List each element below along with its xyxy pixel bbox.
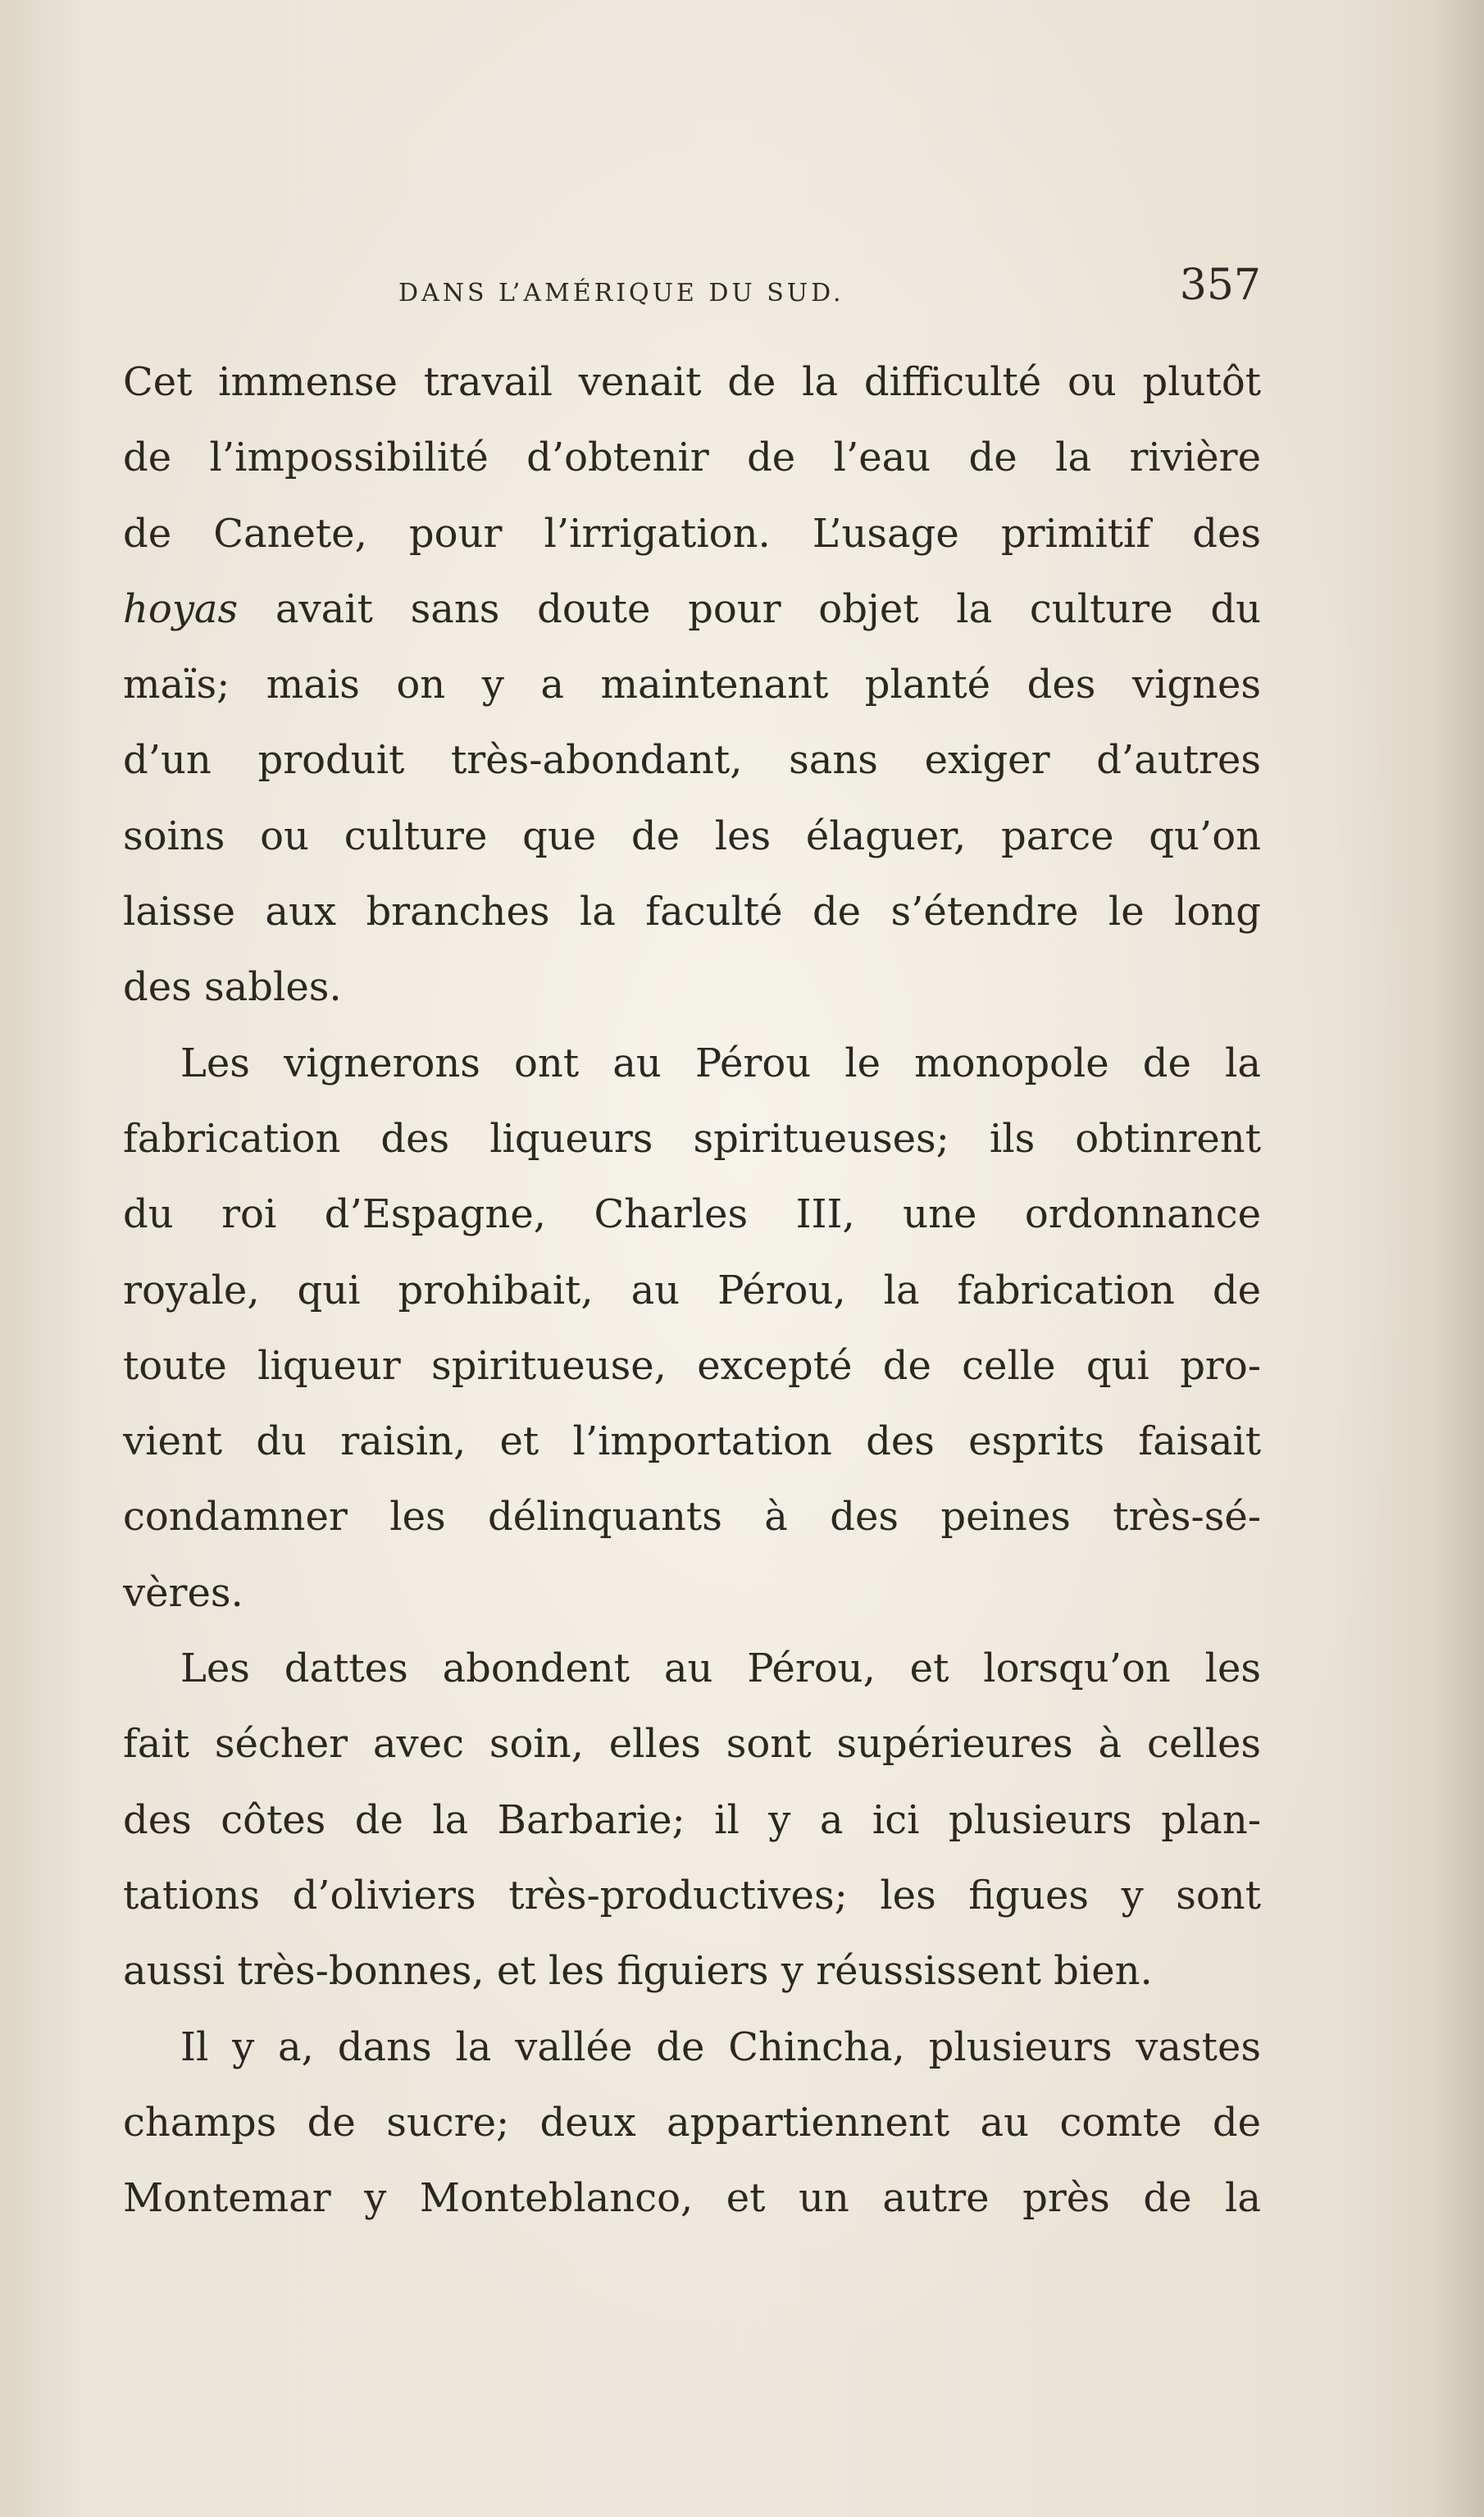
paragraph-first-line: Les vignerons ont au Pérou le monopole de la	[180, 1040, 1261, 1086]
text-line: aussi très-bonnes, et les figuiers y réussissent bien.	[123, 1948, 1153, 1995]
text-line: royale, qui prohibait, au Pérou, la fabrication de	[123, 1267, 1261, 1313]
text-line	[123, 571, 1261, 647]
text-line: de Canete, pour l’irrigation. L’usage primitif des	[123, 510, 1261, 557]
text-line: condamner les délinquants à des peines très-sé-	[123, 1494, 1261, 1541]
text-line: laisse aux branches la faculté de s’étendre le long	[123, 889, 1261, 935]
text-line-rest: avait sans doute pour objet la culture du	[238, 585, 1261, 632]
text-line: Cet immense travail venait de la difficulté ou plutôt	[123, 359, 1261, 405]
page-number: 357	[1179, 261, 1261, 310]
text-line: de l’impossibilité d’obtenir de l’eau de la rivière	[123, 435, 1261, 481]
text-line: champs de sucre; deux appartiennent au comte de	[123, 2099, 1261, 2146]
paragraph-first-line: Il y a, dans la vallée de Chincha, plusieurs vastes	[180, 2023, 1261, 2070]
body-text	[123, 344, 1261, 2236]
paragraph-first-line: Les dattes abondent au Pérou, et lorsqu’on les	[180, 1645, 1261, 1692]
text-line: maïs; mais on y a maintenant planté des vignes	[123, 662, 1261, 708]
text-line: vient du raisin, et l’importation des esprits faisait	[123, 1418, 1261, 1465]
text-line: soins ou culture que de les élaguer, parce qu’on	[123, 812, 1261, 859]
text-line: tations d’oliviers très-productives; les figues y sont	[123, 1872, 1261, 1918]
text-line: du roi d’Espagne, Charles III, une ordonnance	[123, 1191, 1261, 1238]
text-line: fait sécher avec soin, elles sont supérieures à celles	[123, 1721, 1261, 1768]
text-line: Montemar y Monteblanco, et un autre près de la	[123, 2175, 1261, 2222]
text-line: des sables.	[123, 964, 342, 1011]
italic-term: hoyas	[123, 585, 239, 632]
running-head-title: DANS L’AMÉRIQUE DU SUD.	[398, 279, 844, 307]
text-line: toute liqueur spiritueuse, excepté de celle qui pro-	[123, 1342, 1261, 1389]
text-line: d’un produit très-abondant, sans exiger d’autres	[123, 737, 1261, 784]
text-line: vères.	[123, 1569, 244, 1616]
text-line: fabrication des liqueurs spiritueuses; ils obtinrent	[123, 1115, 1261, 1162]
page-edge-shadow	[1435, 0, 1484, 2517]
text-line: des côtes de la Barbarie; il y a ici plusieurs plan-	[123, 1796, 1261, 1843]
running-head	[123, 261, 1261, 326]
